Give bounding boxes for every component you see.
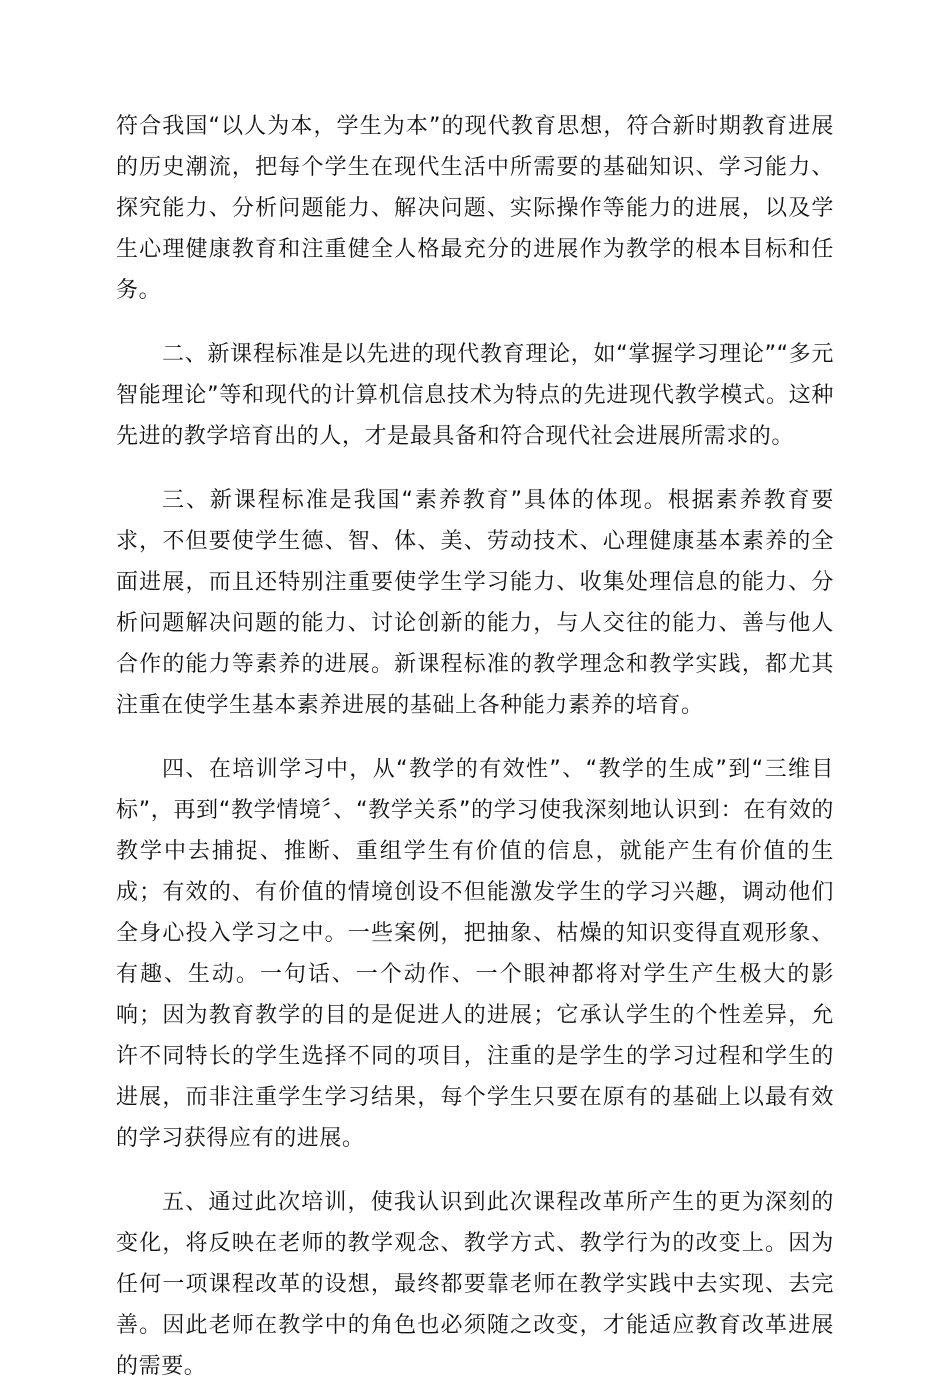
paragraph-point-four: 四、在培训学习中，从“教学的有效性”、“教学的生成”到“三维目标”，再到“教学情境〞、“教学关系”的学习使我深刻地认识到：在有效的教学中去捕捉、推断、重组学生有价值的信息，就能产生有价值的生成；有效的、有价值的情境创设不但能激发学生的学习兴趣，调动他们全身心投入学习之中。一些案例，把抽象、枯燥的知识变得直观形象、有趣、生动。一句话、一个动作、一个眼神都将对学生产生极大的影响；因为教育教学的目的是促进人的进展；它承认学生的个性差异，允许不同特长的学生选择不同的项目，注重的是学生的学习过程和学生的进展，而非注重学生学习结果，每个学生只要在原有的基础上以最有效的学习获得应有的进展。 [116, 757, 834, 1151]
paragraph-continuation: 符合我国“以人为本，学生为本”的现代教育思想，符合新时期教育进展的历史潮流，把每个学生在现代生活中所需要的基础知识、学习能力、探究能力、分析问题能力、解决问题、实际操作等能力的进展，以及学生心理健康教育和注重健全人格最充分的进展作为教学的根本目标和任务。 [116, 114, 834, 303]
paragraph-point-three: 三、新课程标准是我国“素养教育”具体的体现。根据素养教育要求，不但要使学生德、智、体、美、劳动技术、心理健康基本素养的全面进展，而且还特别注重要使学生学习能力、收集处理信息的能力、分析问题解决问题的能力、讨论创新的能力，与人交往的能力、善与他人合作的能力等素养的进展。新课程标准的教学理念和教学实践，都尤其注重在使学生基本素养进展的基础上各种能力素养的培育。 [116, 488, 834, 718]
document-body [116, 106, 834, 1387]
paragraph-point-two: 二、新课程标准是以先进的现代教育理论，如“掌握学习理论”“多元智能理论”等和现代的计算机信息技术为特点的先进现代教学模式。这种先进的教学培育出的人，才是最具备和符合现代社会进展所需求的。 [116, 342, 834, 449]
paragraph-point-five: 五、通过此次培训，使我认识到此次课程改革所产生的更为深刻的变化，将反映在老师的教学观念、教学方式、教学行为的改变上。因为任何一项课程改革的设想，最终都要靠老师在教学实践中去实现、去完善。因此老师在教学中的角色也必须随之改变，才能适应教育改革进展的需要。 [116, 1190, 834, 1379]
